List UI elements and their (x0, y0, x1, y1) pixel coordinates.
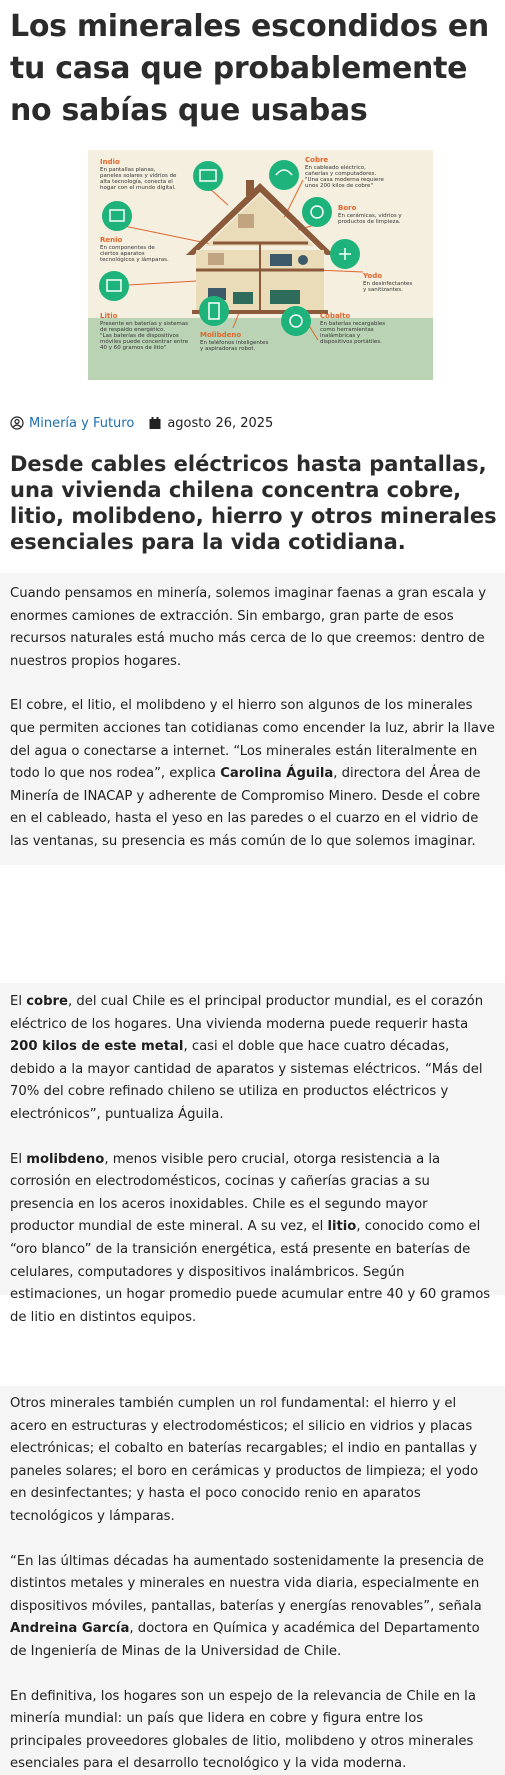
svg-text:En desinfectantesy sanitizante: En desinfectantes y sanitizantes. (363, 281, 413, 293)
svg-text:Presente en baterías y sistema: Presente en baterías y sistemas de respaldo energético. "Las baterías de dispositivos móviles puede concentrar entre 40 y 60 gramos de litio" (100, 321, 189, 351)
svg-text:Cobalto: Cobalto (320, 312, 351, 320)
svg-text:En componentes deciertos apara: En componentes de ciertos aparatos tecnológicos y lámparas. (100, 245, 169, 263)
article-title: Los minerales escondidos en tu casa que probablemente no sabías que usabas (10, 9, 489, 128)
person-name: Carolina Águila (220, 766, 334, 782)
minerals-infographic (88, 150, 433, 380)
svg-text:Molibdeno: Molibdeno (200, 331, 242, 339)
article-meta (10, 413, 273, 433)
svg-text:Yodo: Yodo (363, 272, 383, 280)
person-name: Andreina García (10, 1621, 130, 1637)
svg-text:En cerámicas, vidrios yproduct: En cerámicas, vidrios y productos de limpieza. (338, 213, 402, 225)
svg-text:En pantallas planas,paneles so: En pantallas planas, paneles solares y vidrios de alta tecnología, conecta el hogar con el mundo digital. (100, 167, 177, 191)
content-block-3 (0, 1386, 505, 1775)
paragraph: En definitiva, los hogares son un espejo de la relevancia de Chile en la minería mundial: un país que lidera en cobre y figura entre los principales proveedores globales de litio, molibdeno y otros minerales esenciales para el desarrollo tecnológico y la vida moderna. (10, 1688, 476, 1772)
calendar-icon (148, 416, 162, 430)
article-subtitle: Desde cables eléctricos hasta pantallas, una vivienda chilena concentra cobre, litio, molibdeno, hierro y otros minerales esenciales para la vida cotidiana. (10, 452, 497, 554)
svg-text:Indio: Indio (100, 158, 120, 166)
svg-text:Litio: Litio (100, 312, 118, 320)
svg-text:En baterías recargablescomo he: En baterías recargables como herramientas inalámbricas y dispositivos portátiles. (320, 321, 386, 345)
category-link[interactable]: Minería y Futuro (29, 415, 135, 431)
svg-text:En teléfonos inteligentesy asp: En teléfonos inteligentes y aspiradoras robot. (200, 340, 269, 352)
publish-date: agosto 26, 2025 (167, 415, 274, 431)
paragraph: El cobre, el litio, el molibdeno y el hierro son algunos de los minerales que permiten acciones tan cotidianas como encender la luz, abrir la llave del agua o conectarse a internet. “Los minerales están literalmente en todo lo que nos rodea”, explica Carolina Águila, directora del Área de Minería de INACAP y adherente de Compromiso Minero. Desde el cobre en el cableado, hasta el yeso en las paredes o el cuarzo en el vidrio de las ventanas, su presencia es más común de lo que solemos imaginar. (10, 698, 495, 849)
user-icon (10, 416, 24, 430)
paragraph: El molibdeno, menos visible pero crucial, otorga resistencia a la corrosión en electrodomésticos, cocinas y cañerías gracias a su presencia en los aceros inoxidables. Chile es el segundo mayor productor mundial de este mineral. A su vez, el litio, conocido como el “oro blanco” de la transición energética, está presente en baterías de celulares, computadores y dispositivos inalámbricos. Según estimaciones, un hogar promedio puede acumular entre 40 y 60 gramos de litio en distintos equipos. (10, 1151, 491, 1325)
svg-text:Renio: Renio (100, 236, 123, 244)
svg-text:Cobre: Cobre (305, 156, 329, 164)
paragraph: El cobre, del cual Chile es el principal productor mundial, es el corazón eléctrico de los hogares. Una vivienda moderna puede requerir hasta 200 kilos de este metal, casi el doble que hace cuatro décadas, debido a la mayor cantidad de aparatos y sistemas eléctricos. “Más del 70% del cobre refinado chileno se utiliza en productos eléctricos y electrónicos”, puntualiza Águila. (10, 994, 484, 1122)
svg-text:Boro: Boro (338, 204, 357, 212)
paragraph: Otros minerales también cumplen un rol fundamental: el hierro y el acero en estructuras y electrodomésticos; el silicio en vidrios y placas electrónicas; el cobalto en baterías recargables; el indio en pantallas y paneles solares; el boro en cerámicas y productos de limpieza; el yodo en desinfectantes; y hasta el poco conocido renio en aparatos tecnológicos y lámparas. (10, 1396, 479, 1524)
content-block-2 (0, 983, 505, 1325)
svg-text:En cableado eléctrico,cañerías: En cableado eléctrico, cañerías y computadores. "Una casa moderna requiere unos 200 kilos de cobre" (305, 165, 384, 189)
content-block-1 (0, 573, 505, 865)
paragraph: “En las últimas décadas ha aumentado sostenidamente la presencia de distintos metales y minerales en nuestra vida diaria, especialmente en dispositivos móviles, pantallas, baterías y energías renovables”, señala Andreina García, doctora en Química y académica del Departamento de Ingeniería de Minas de la Universidad de Chile. (10, 1553, 484, 1659)
paragraph: Cuando pensamos en minería, solemos imaginar faenas a gran escala y enormes camiones de extracción. Sin embargo, gran parte de esos recursos naturales está mucho más cerca de lo que creemos: dentro de nuestros propios hogares. (10, 586, 487, 669)
